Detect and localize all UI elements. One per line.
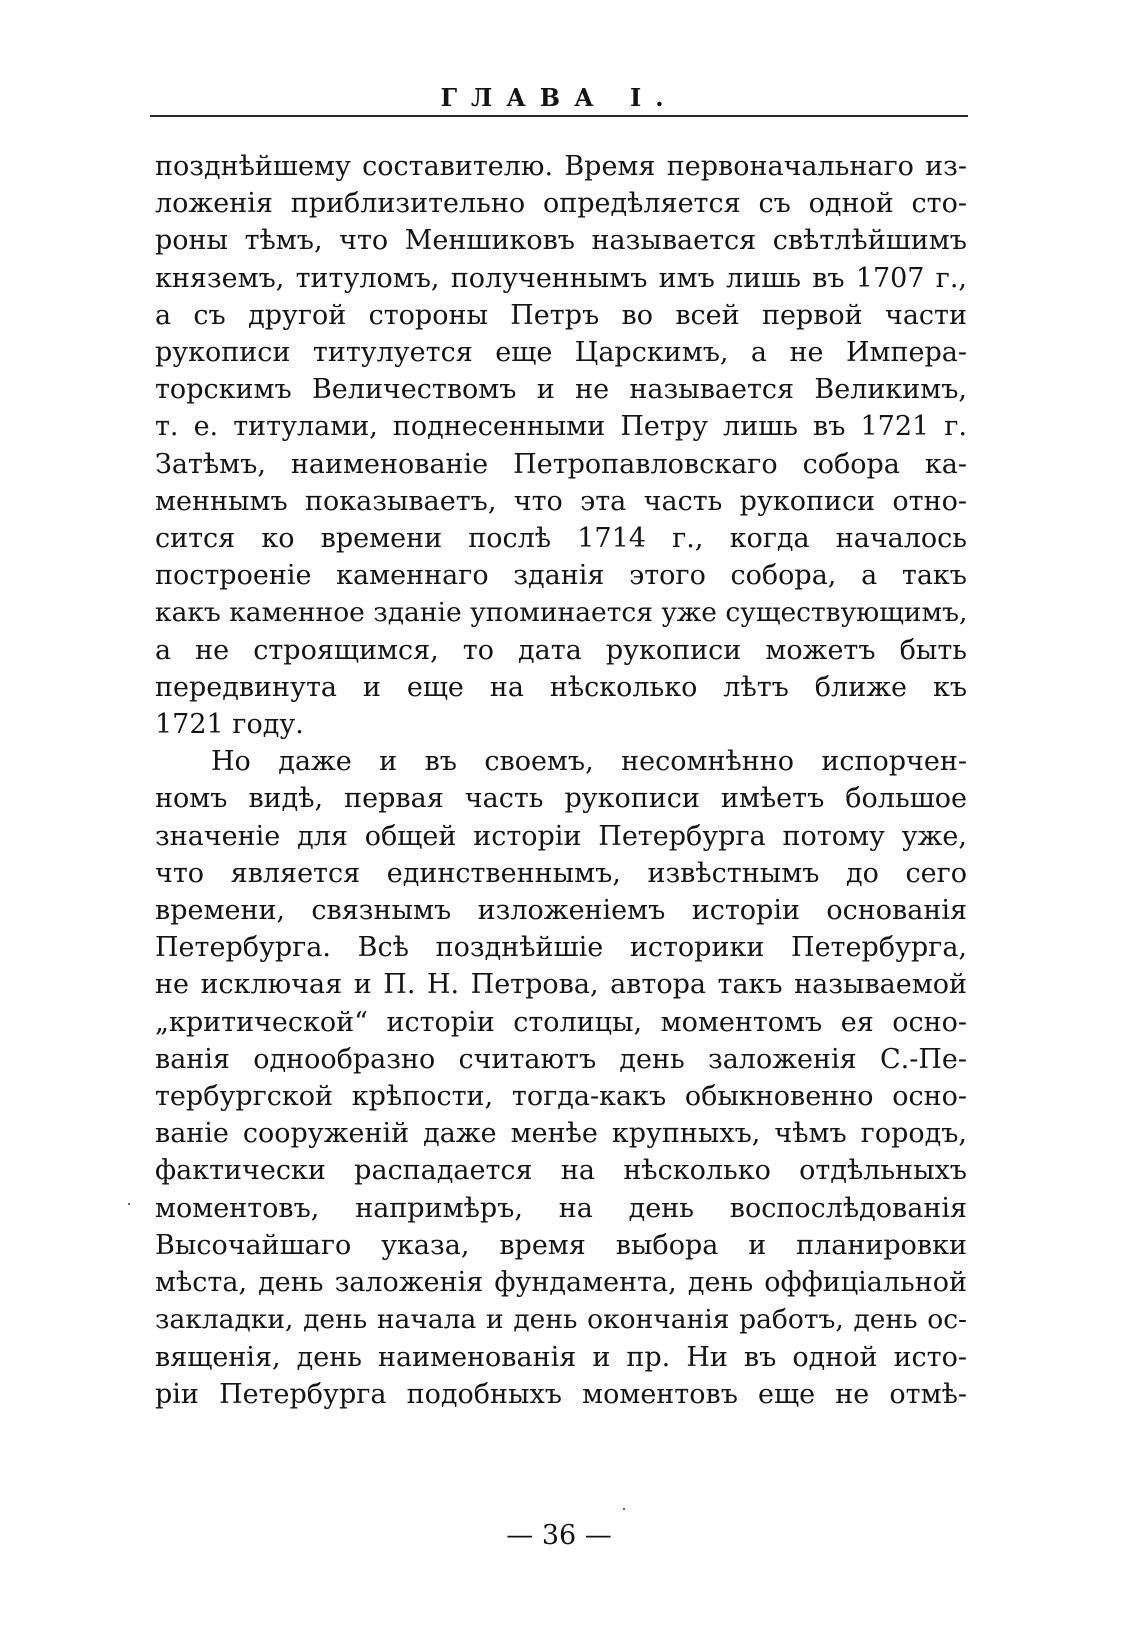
scan-speck	[128, 1203, 130, 1205]
text-line: 1721 году.	[155, 709, 304, 741]
text-line: сится ко времени послѣ 1714 г., когда началось	[155, 523, 967, 555]
text-line: времени, связнымъ изложеніемъ исторіи основанія	[155, 895, 967, 927]
text-line: Но даже и въ своемъ, несомнѣнно испорчен-	[211, 746, 967, 778]
text-line: ложенія приблизительно опредѣляется съ одной сто-	[155, 188, 967, 220]
text-line: ваніе сооруженій даже менѣе крупныхъ, чѣмъ городъ,	[155, 1118, 967, 1150]
text-line: меннымъ показываетъ, что эта часть рукописи отно-	[155, 485, 967, 517]
text-line: торскимъ Величествомъ и не называется Великимъ,	[155, 374, 967, 406]
text-line: значеніе для общей исторіи Петербурга потому уже,	[155, 820, 967, 852]
text-line: а съ другой стороны Петръ во всей первой части	[155, 299, 967, 331]
body-text	[155, 148, 967, 1413]
text-line: Затѣмъ, наименованіе Петропавловскаго собора ка-	[155, 448, 967, 480]
paragraph	[155, 148, 967, 743]
text-line: какъ каменное зданіе упоминается уже существующимъ,	[155, 597, 968, 629]
text-line: рукописи титулуется еще Царскимъ, а не Импера-	[155, 337, 967, 369]
header-rule	[150, 115, 968, 117]
text-line: „критической“ исторіи столицы, моментомъ ея осно-	[155, 1006, 967, 1038]
text-line: роны тѣмъ, что Меншиковъ называется свѣтлѣйшимъ	[155, 225, 967, 257]
text-line: передвинута и еще на нѣсколько лѣтъ ближе къ	[155, 671, 967, 703]
text-line: вященія, день наименованія и пр. Ни въ одной исто-	[155, 1341, 967, 1373]
text-line: мѣста, день заложенія фундамента, день оффиціальной	[155, 1267, 967, 1299]
paragraph	[155, 743, 967, 1413]
text-line: позднѣйшему составителю. Время первоначальнаго из-	[155, 151, 967, 182]
text-line: моментовъ, напримѣръ, на день воспослѣдованія	[155, 1192, 967, 1224]
text-line: т. е. титулами, поднесенными Петру лишь въ 1721 г.	[155, 411, 967, 443]
text-line: ванія однообразно считаютъ день заложенія С.-Пе-	[155, 1043, 967, 1075]
text-line: княземъ, титуломъ, полученнымъ имъ лишь въ 1707 г.,	[155, 262, 967, 294]
text-line: номъ видѣ, первая часть рукописи имѣетъ большое	[155, 783, 967, 815]
text-line: тербургской крѣпости, тогда-какъ обыкновенно осно-	[155, 1081, 967, 1113]
text-line: построеніе каменнаго зданія этого собора, а такъ	[155, 560, 967, 592]
running-head: ГЛАВА I.	[440, 83, 678, 112]
text-line: ріи Петербурга подобныхъ моментовъ еще не отмѣ-	[155, 1378, 967, 1410]
scan-speck	[623, 1508, 625, 1510]
page-header	[150, 78, 968, 118]
text-line: не исключая и П. Н. Петрова, автора такъ называемой	[155, 969, 967, 1001]
text-line: а не строящимся, то дата рукописи можетъ быть	[155, 634, 967, 666]
text-line: Высочайшаго указа, время выбора и планировки	[155, 1229, 967, 1261]
text-line: фактически распадается на нѣсколько отдѣльныхъ	[155, 1155, 967, 1187]
page-number: — 36 —	[506, 1520, 612, 1551]
text-line: закладки, день начала и день окончанія работъ, день ос-	[155, 1304, 967, 1336]
text-line: Петербурга. Всѣ позднѣйшіе историки Петербурга,	[155, 932, 967, 964]
text-line: что является единственнымъ, извѣстнымъ до сего	[155, 857, 967, 889]
